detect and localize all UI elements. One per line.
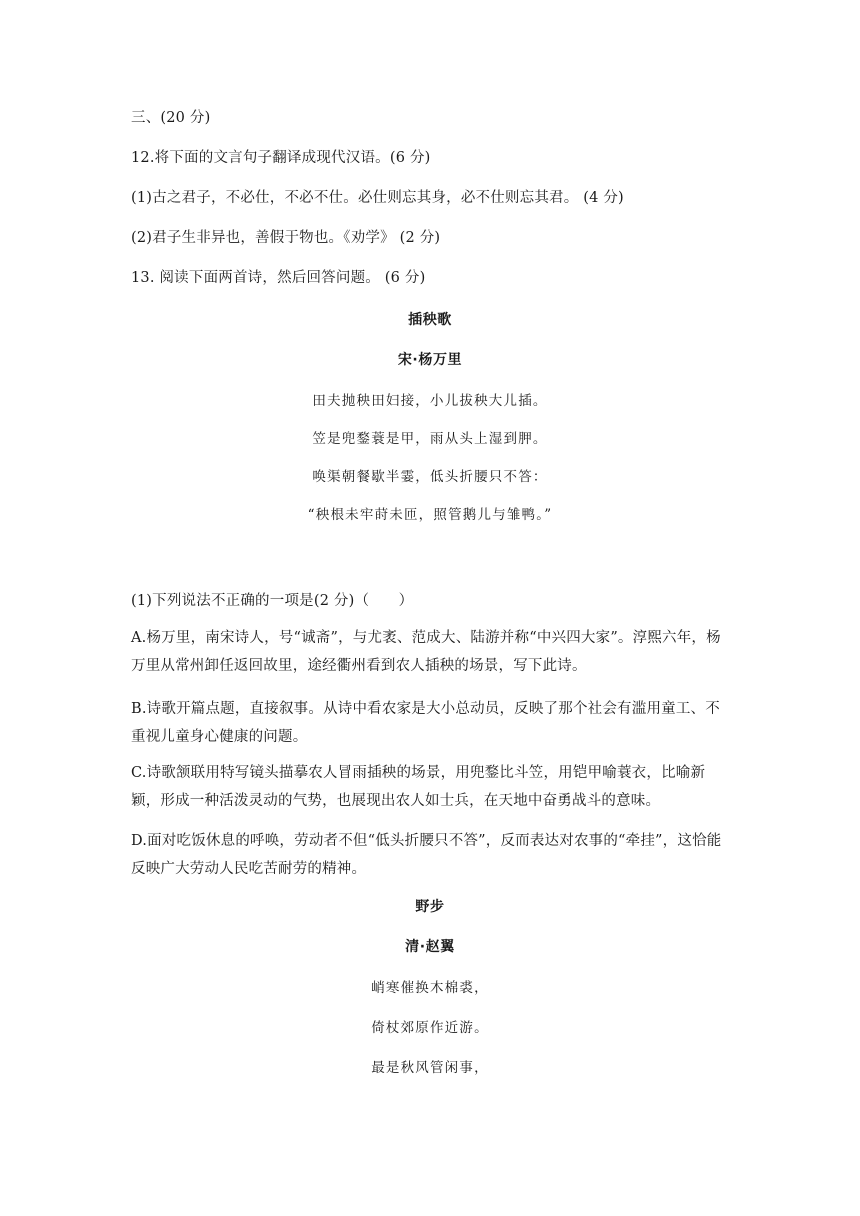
poem-2-line: 倚杖郊原作近游。 bbox=[371, 1020, 489, 1036]
poem-1-line: “秧根未牢莳未匝，照管鹅儿与雏鸭。” bbox=[307, 507, 553, 523]
option-c: C.诗歌颔联用特写镜头描摹农人冒雨插秧的场景，用兜鍪比斗笠，用铠甲喻蓑衣，比喻新颖，形成一种活泼灵动的气势，也展现出农人如士兵，在天地中奋勇战斗的意味。 bbox=[131, 765, 706, 809]
poem-2-title: 野步 bbox=[415, 899, 445, 915]
poem-1-line: 笠是兜鍪蓑是甲，雨从头上湿到胛。 bbox=[312, 431, 548, 447]
question-13-title: 13. 阅读下面两首诗，然后回答问题。 (6 分) bbox=[131, 270, 426, 286]
poem-2-line: 峭寒催换木棉裘， bbox=[371, 980, 489, 996]
poem-1-title: 插秧歌 bbox=[408, 312, 452, 328]
question-12-item-2: (2)君子生非异也，善假于物也。《劝学》 (2 分) bbox=[131, 230, 441, 246]
poem-1-author: 宋·杨万里 bbox=[397, 352, 463, 368]
poem-1-line: 唤渠朝餐歇半霎，低头折腰只不答： bbox=[312, 469, 548, 485]
poem-2-line: 最是秋风管闲事， bbox=[371, 1060, 489, 1076]
option-d: D.面对吃饭休息的呼唤，劳动者不但“低头折腰只不答”，反而表达对农事的“牵挂”，这恰能反映广大劳动人民吃苦耐劳的精神。 bbox=[131, 833, 722, 877]
option-b: B.诗歌开篇点题，直接叙事。从诗中看农家是大小总动员，反映了那个社会有滥用童工、不重视儿童身心健康的问题。 bbox=[131, 701, 720, 745]
option-a: A.杨万里，南宋诗人，号“诚斋”，与尤袤、范成大、陆游并称“中兴四大家”。淳熙六年，杨万里从常州卸任返回故里，途经衢州看到农人插秧的场景，写下此诗。 bbox=[131, 630, 721, 674]
poem-2-author: 清·赵翼 bbox=[405, 939, 455, 955]
poem-1-line: 田夫抛秧田妇接，小儿拔秧大儿插。 bbox=[312, 393, 548, 409]
question-12-title: 12.将下面的文言句子翻译成现代汉语。(6 分) bbox=[131, 150, 431, 166]
section-header: 三、(20 分) bbox=[131, 110, 211, 126]
question-12-item-1: (1)古之君子，不必仕，不必不仕。必仕则忘其身，必不仕则忘其君。 (4 分) bbox=[131, 190, 624, 206]
question-13-1-stem: (1)下列说法不正确的一项是(2 分)（ ） bbox=[131, 593, 414, 609]
